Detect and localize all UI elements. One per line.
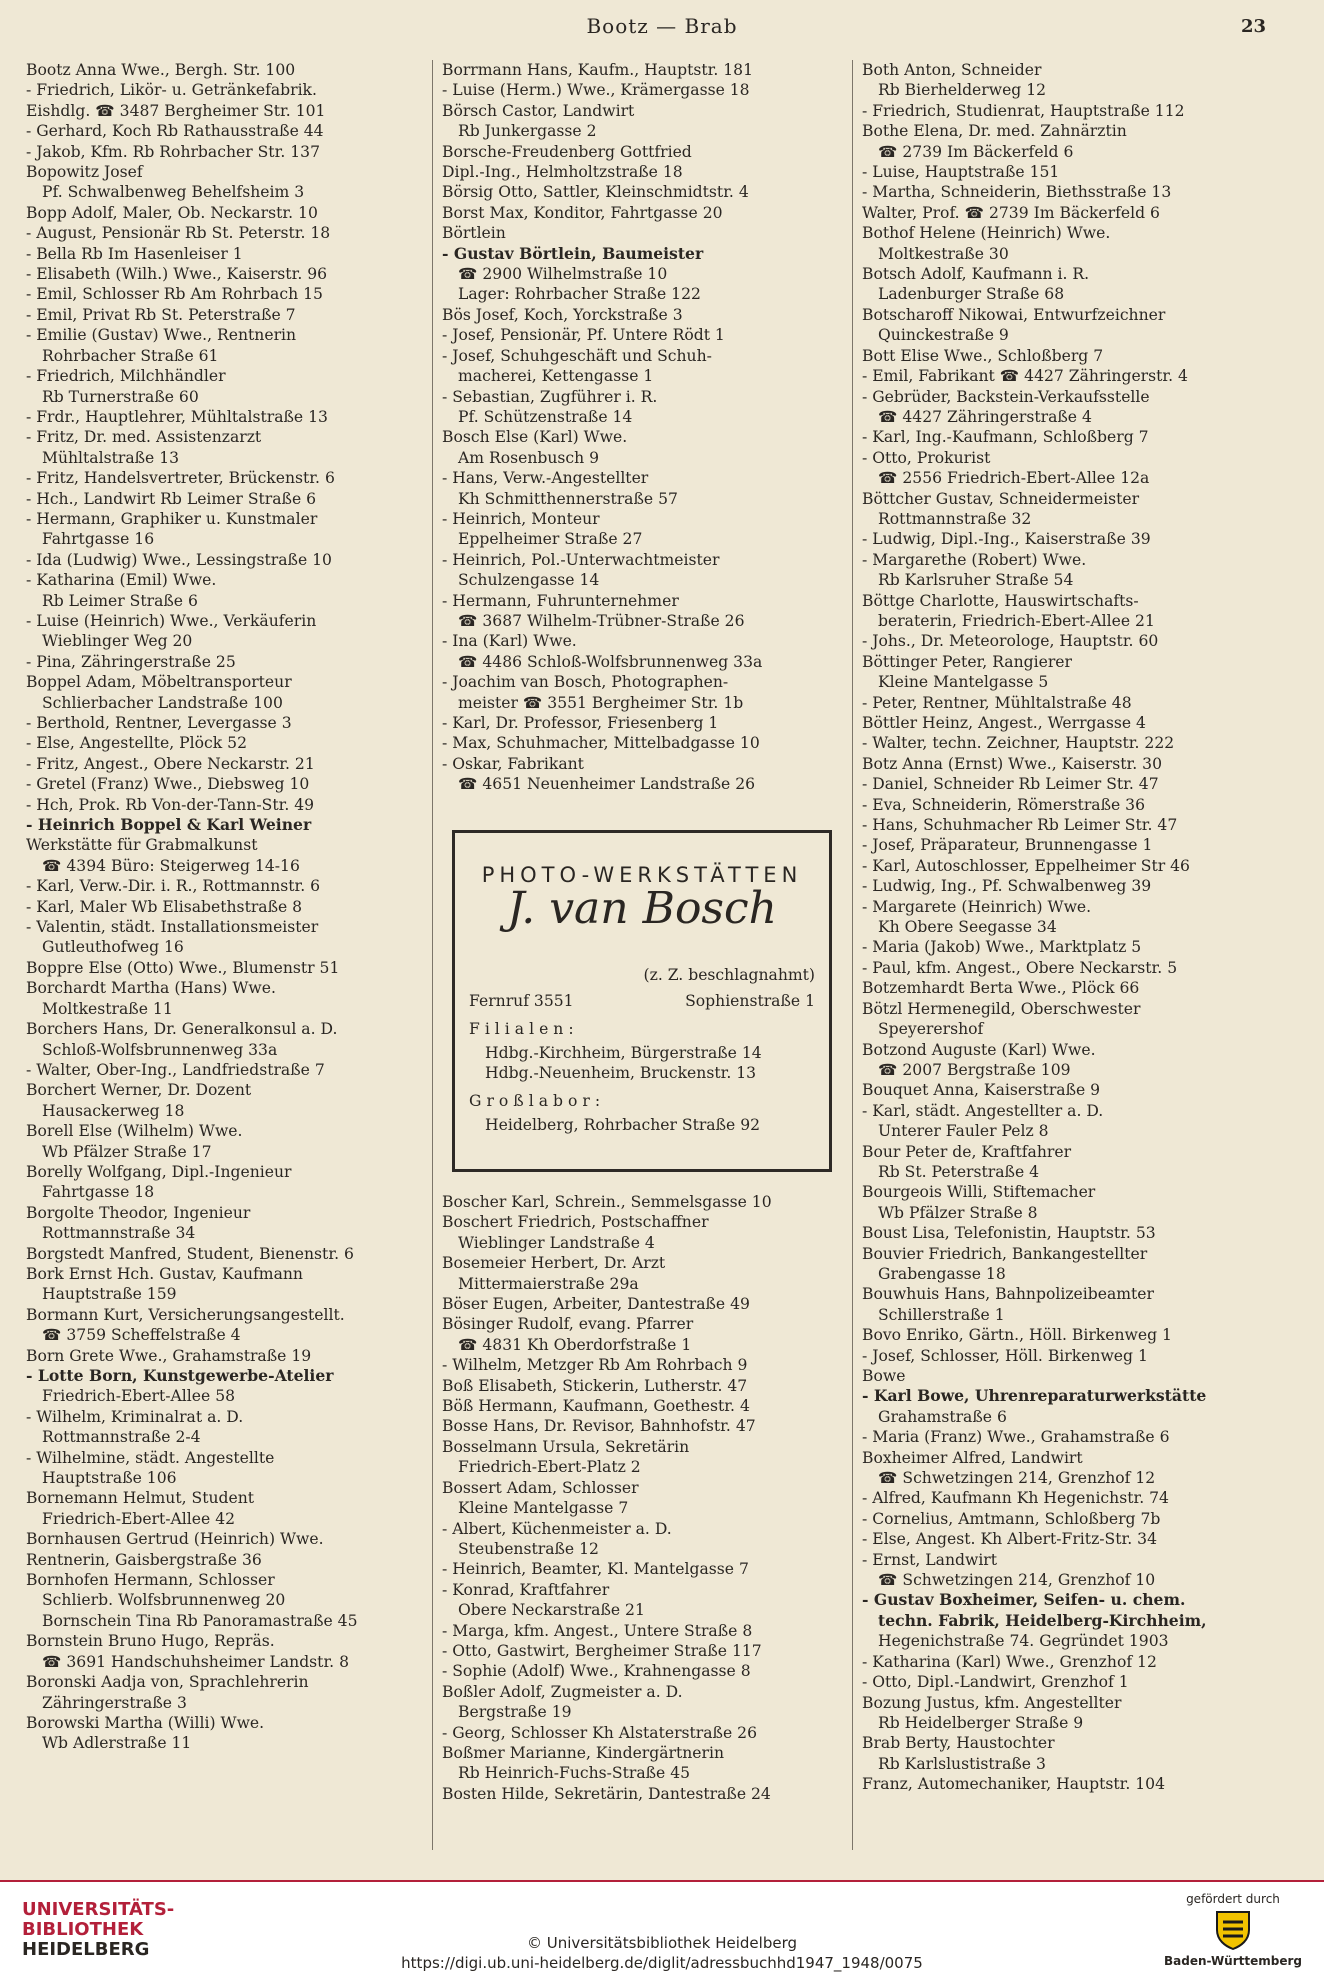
- directory-entry-line: ☎ 4831 Kh Oberdorfstraße 1: [458, 1335, 692, 1354]
- directory-entry-line: - Karl, Maler Wb Elisabethstraße 8: [26, 897, 303, 916]
- directory-entry-line: Bouwhuis Hans, Bahnpolizeibeamter: [862, 1285, 1154, 1304]
- page-title: Bootz — Brab: [586, 14, 738, 38]
- directory-entry-line: Bösinger Rudolf, evang. Pfarrer: [442, 1315, 694, 1334]
- directory-entry-line: Kleine Mantelgasse 5: [878, 673, 1049, 692]
- permalink-url[interactable]: https://digi.ub.uni-heidelberg.de/diglit/adressbuchhd1947_1948/0075: [401, 1954, 923, 1972]
- directory-entry-line: - Hermann, Graphiker u. Kunstmaler: [26, 509, 318, 528]
- directory-entry-line: Rottmannstraße 32: [878, 509, 1032, 528]
- directory-entry-line: Walter, Prof. ☎ 2739 Im Bäckerfeld 6: [862, 203, 1160, 222]
- directory-entry-line: - Friedrich, Likör- u. Getränkefabrik.: [26, 81, 317, 100]
- directory-entry-line: Speyerershof: [878, 1020, 984, 1039]
- directory-entry-line: - Karl, Dr. Professor, Friesenberg 1: [442, 714, 719, 732]
- directory-entry-line: - Fritz, Handelsvertreter, Brückenstr. 6: [26, 469, 335, 488]
- directory-entry-line: Schlierbacher Landstraße 100: [42, 693, 283, 712]
- directory-entry-line: Borgolte Theodor, Ingenieur: [26, 1203, 251, 1222]
- directory-entry-line: Bornhofen Hermann, Schlosser: [26, 1571, 275, 1590]
- ad-branch-2: Hdbg.-Neuenheim, Bruckenstr. 13: [485, 1064, 757, 1082]
- directory-entry-line: Boxheimer Alfred, Landwirt: [862, 1448, 1083, 1467]
- directory-entry-line: Bosten Hilde, Sekretärin, Dantestraße 24: [442, 1784, 771, 1803]
- ad-address: Sophienstraße 1: [685, 992, 815, 1010]
- directory-entry-line: Zähringerstraße 3: [42, 1693, 187, 1712]
- directory-entry-line: - Karl, Verw.-Dir. i. R., Rottmannstr. 6: [26, 877, 321, 896]
- directory-entry-line: - Karl Bowe, Uhrenreparaturwerkstätte: [862, 1386, 1207, 1406]
- directory-entry-line: Bosemeier Herbert, Dr. Arzt: [442, 1254, 666, 1273]
- directory-entry-line: Boronski Aadja von, Sprachlehrerin: [26, 1673, 309, 1692]
- directory-entry-line: Rb St. Peterstraße 4: [878, 1162, 1040, 1181]
- directory-entry-line: Borrmann Hans, Kaufm., Hauptstr. 181: [442, 61, 754, 79]
- directory-entry-line: Bornschein Tina Rb Panoramastraße 45: [42, 1611, 358, 1630]
- directory-entry-line: - Josef, Schlosser, Höll. Birkenweg 1: [862, 1346, 1148, 1365]
- directory-entry-line: - Sophie (Adolf) Wwe., Krahnengasse 8: [442, 1662, 751, 1681]
- ad-lab-label: Großlabor:: [469, 1092, 606, 1110]
- directory-entry-line: - Oskar, Fabrikant: [442, 754, 584, 773]
- directory-entry-line: - Maria (Franz) Wwe., Grahamstraße 6: [862, 1428, 1170, 1447]
- directory-entry-line: Botzond Auguste (Karl) Wwe.: [862, 1040, 1096, 1059]
- directory-entry-line: - Heinrich Boppel & Karl Weiner: [26, 815, 312, 835]
- directory-entry-line: - Maria (Jakob) Wwe., Marktplatz 5: [862, 938, 1142, 957]
- directory-entry-line: - Else, Angest. Kh Albert-Fritz-Str. 34: [862, 1530, 1157, 1549]
- directory-entry-line: Börtlein: [442, 224, 506, 243]
- directory-entry-line: Botscharoff Nikowai, Entwurfzeichner: [862, 305, 1166, 324]
- directory-entry-line: Rottmannstraße 2-4: [42, 1428, 201, 1447]
- directory-entry-line: - Lotte Born, Kunstgewerbe-Atelier: [26, 1366, 334, 1385]
- funded-by-label: gefördert durch: [1186, 1892, 1280, 1906]
- directory-entry-line: ☎ 3691 Handschuhsheimer Landstr. 8: [42, 1652, 350, 1671]
- directory-entry-line: Rb Karlslustistraße 3: [878, 1754, 1046, 1773]
- directory-entry-line: - Gustav Boxheimer, Seifen- u. chem.: [862, 1590, 1186, 1610]
- directory-entry-line: Eppelheimer Straße 27: [458, 530, 643, 549]
- directory-entry-line: Boß Elisabeth, Stickerin, Lutherstr. 47: [442, 1376, 748, 1395]
- directory-entry-line: Bornstein Bruno Hugo, Repräs.: [26, 1632, 275, 1651]
- directory-column-1: [26, 60, 438, 1754]
- directory-entry-line: Schloß-Wolfsbrunnenweg 33a: [42, 1040, 278, 1059]
- directory-entry-line: Börsch Castor, Landwirt: [442, 101, 635, 120]
- directory-entry-line: - Emil, Privat Rb St. Peterstraße 7: [26, 305, 296, 324]
- directory-entry-line: Eishdlg. ☎ 3487 Bergheimer Str. 101: [26, 101, 326, 120]
- directory-entry-line: Boppel Adam, Möbeltransporteur: [26, 673, 292, 692]
- directory-entry-line: - Jakob, Kfm. Rb Rohrbacher Str. 137: [26, 142, 320, 161]
- directory-entry-line: - Joachim van Bosch, Photographen-: [442, 673, 729, 692]
- directory-entry-line: Pf. Schützenstraße 14: [458, 407, 633, 426]
- directory-entry-line: - Walter, techn. Zeichner, Hauptstr. 222: [862, 734, 1175, 753]
- directory-entry-line: Borchers Hans, Dr. Generalkonsul a. D.: [26, 1020, 338, 1039]
- directory-entry-line: - Paul, kfm. Angest., Obere Neckarstr. 5: [862, 958, 1178, 977]
- directory-entry-line: Böser Eugen, Arbeiter, Dantestraße 49: [442, 1295, 750, 1314]
- directory-entry-line: ☎ 4427 Zähringerstraße 4: [878, 407, 1092, 426]
- directory-entry-line: Rentnerin, Gaisbergstraße 36: [26, 1550, 262, 1569]
- directory-column-3: [862, 60, 1274, 1795]
- directory-entry-line: Kh Schmitthennerstraße 57: [458, 489, 678, 508]
- directory-entry-line: Lager: Rohrbacher Straße 122: [458, 285, 701, 304]
- directory-entry-line: Hegenichstraße 74. Gegründet 1903: [878, 1632, 1169, 1651]
- directory-entry-line: Bothof Helene (Heinrich) Wwe.: [862, 224, 1111, 243]
- directory-entry-line: - Heinrich, Pol.-Unterwachtmeister: [442, 550, 720, 569]
- directory-entry-line: - Josef, Pensionär, Pf. Untere Rödt 1: [442, 326, 725, 345]
- directory-entry-line: Bötzl Hermenegild, Oberschwester: [862, 999, 1141, 1018]
- directory-entry-line: - Friedrich, Studienrat, Hauptstraße 112: [862, 101, 1185, 120]
- directory-entry-line: - Karl, Autoschlosser, Eppelheimer Str 46: [862, 856, 1190, 875]
- coat-of-arms-icon: [1215, 1910, 1251, 1950]
- directory-entry-line: Börsig Otto, Sattler, Kleinschmidtstr. 4: [442, 183, 749, 202]
- directory-entry-line: - Walter, Ober-Ing., Landfriedstraße 7: [26, 1060, 325, 1079]
- directory-entry-line: - Margarete (Heinrich) Wwe.: [862, 897, 1092, 916]
- directory-entry-line: Wieblinger Landstraße 4: [458, 1233, 655, 1252]
- library-name-line-3: HEIDELBERG: [22, 1939, 150, 1960]
- directory-entry-line: Friedrich-Ebert-Allee 58: [42, 1387, 236, 1406]
- directory-entry-line: - Emil, Fabrikant ☎ 4427 Zähringerstr. 4: [862, 367, 1188, 386]
- directory-entry-line: ☎ 3759 Scheffelstraße 4: [42, 1326, 241, 1345]
- directory-entry-line: - Konrad, Kraftfahrer: [442, 1580, 610, 1599]
- directory-entry-line: Bornemann Helmut, Student: [26, 1489, 255, 1508]
- directory-entry-line: - Margarethe (Robert) Wwe.: [862, 550, 1087, 569]
- directory-entry-line: Borowski Martha (Willi) Wwe.: [26, 1713, 265, 1732]
- directory-entry-line: Dipl.-Ing., Helmholtzstraße 18: [442, 163, 683, 182]
- directory-entry-line: beraterin, Friedrich-Ebert-Allee 21: [878, 611, 1155, 630]
- directory-entry-line: Boscher Karl, Schrein., Semmelsgasse 10: [442, 1193, 772, 1211]
- directory-entry-line: - Johs., Dr. Meteorologe, Hauptstr. 60: [862, 632, 1159, 651]
- directory-entry-line: Hausackerweg 18: [42, 1101, 185, 1120]
- directory-entry-line: Botz Anna (Ernst) Wwe., Kaiserstr. 30: [862, 754, 1163, 773]
- directory-entry-line: - Hermann, Fuhrunternehmer: [442, 591, 679, 610]
- ad-company-name: J. van Bosch: [507, 883, 777, 934]
- directory-entry-line: - Alfred, Kaufmann Kh Hegenichstr. 74: [862, 1489, 1169, 1508]
- directory-entry-line: Kh Obere Seegasse 34: [878, 918, 1057, 937]
- directory-entry-line: Rb Heidelberger Straße 9: [878, 1713, 1084, 1732]
- directory-entry-line: Mühltalstraße 13: [42, 448, 180, 467]
- directory-entry-line: Rb Bierhelderweg 12: [878, 81, 1047, 100]
- directory-entry-line: - Josef, Präparateur, Brunnengasse 1: [862, 836, 1153, 855]
- ad-note: (z. Z. beschlagnahmt): [643, 966, 815, 984]
- directory-entry-line: - Luise (Herm.) Wwe., Krämergasse 18: [442, 81, 750, 100]
- directory-entry-line: ☎ 4394 Büro: Steigerweg 14-16: [42, 856, 300, 875]
- directory-entry-line: - Gebrüder, Backstein-Verkaufsstelle: [862, 387, 1150, 406]
- directory-entry-line: Borell Else (Wilhelm) Wwe.: [26, 1122, 243, 1141]
- directory-entry-line: - Peter, Rentner, Mühltalstraße 48: [862, 693, 1132, 712]
- directory-entry-line: - Josef, Schuhgeschäft und Schuh-: [442, 346, 712, 365]
- directory-entry-line: ☎ 2007 Bergstraße 109: [878, 1060, 1071, 1079]
- directory-entry-line: Wb Adlerstraße 11: [42, 1734, 192, 1753]
- directory-entry-line: - Otto, Prokurist: [862, 448, 991, 467]
- directory-entry-line: - Ida (Ludwig) Wwe., Lessingstraße 10: [26, 550, 332, 569]
- directory-entry-line: Böttinger Peter, Rangierer: [862, 652, 1072, 671]
- directory-entry-line: - Katharina (Emil) Wwe.: [26, 571, 217, 590]
- directory-entry-line: Fahrtgasse 18: [42, 1183, 155, 1202]
- directory-entry-line: - Fritz, Angest., Obere Neckarstr. 21: [26, 754, 315, 773]
- directory-entry-line: Boßler Adolf, Zugmeister a. D.: [442, 1682, 683, 1701]
- directory-entry-line: - Eva, Schneiderin, Römerstraße 36: [862, 795, 1146, 814]
- directory-entry-line: Werkstätte für Grabmalkunst: [26, 836, 258, 855]
- directory-entry-line: - Heinrich, Beamter, Kl. Mantelgasse 7: [442, 1560, 749, 1579]
- directory-entry-line: Botsch Adolf, Kaufmann i. R.: [862, 265, 1090, 284]
- directory-entry-line: Bott Elise Wwe., Schloßberg 7: [862, 346, 1104, 365]
- directory-entry-line: - Hch., Landwirt Rb Leimer Straße 6: [26, 489, 317, 508]
- directory-entry-line: - Emil, Schlosser Rb Am Rohrbach 15: [26, 285, 323, 304]
- directory-entry-line: Schlierb. Wolfsbrunnenweg 20: [42, 1591, 286, 1610]
- directory-entry-line: - Luise, Hauptstraße 151: [862, 163, 1060, 182]
- library-name-line-1: UNIVERSITÄTS-: [22, 1899, 175, 1920]
- directory-entry-line: - Gretel (Franz) Wwe., Diebsweg 10: [26, 775, 310, 794]
- directory-entry-line: - Pina, Zähringerstraße 25: [26, 652, 236, 671]
- directory-entry-line: - Luise (Heinrich) Wwe., Verkäuferin: [26, 611, 317, 630]
- directory-entry-line: Böttge Charlotte, Hauswirtschafts-: [862, 591, 1139, 610]
- directory-entry-line: Boust Lisa, Telefonistin, Hauptstr. 53: [862, 1224, 1156, 1243]
- directory-entry-line: - Sebastian, Zugführer i. R.: [442, 387, 658, 406]
- directory-entry-line: Hauptstraße 106: [42, 1469, 177, 1488]
- directory-entry-line: Moltkestraße 30: [878, 244, 1009, 263]
- directory-entry-line: - Cornelius, Amtmann, Schloßberg 7b: [862, 1509, 1161, 1528]
- directory-entry-line: Born Grete Wwe., Grahamstraße 19: [26, 1346, 312, 1365]
- directory-entry-line: Hauptstraße 159: [42, 1285, 177, 1304]
- directory-entry-line: Bormann Kurt, Versicherungsangestellt.: [26, 1305, 345, 1324]
- directory-entry-line: - Hch, Prok. Rb Von-der-Tann-Str. 49: [26, 795, 315, 814]
- directory-entry-line: Boßmer Marianne, Kindergärtnerin: [442, 1743, 725, 1762]
- directory-entry-line: Bös Josef, Koch, Yorckstraße 3: [442, 305, 683, 324]
- page-number: 23: [1240, 16, 1266, 37]
- ad-branches-label: Filialen:: [469, 1020, 579, 1038]
- ad-lab-address: Heidelberg, Rohrbacher Straße 92: [485, 1116, 761, 1134]
- directory-entry-line: - Hans, Verw.-Angestellter: [442, 469, 649, 488]
- directory-entry-line: Obere Neckarstraße 21: [458, 1601, 645, 1620]
- directory-entry-line: - Daniel, Schneider Rb Leimer Str. 47: [862, 775, 1159, 794]
- directory-entry-line: Bosse Hans, Dr. Revisor, Bahnhofstr. 47: [442, 1417, 756, 1436]
- directory-entry-line: Steubenstraße 12: [458, 1539, 599, 1558]
- directory-entry-line: Böttler Heinz, Angest., Werrgasse 4: [862, 714, 1146, 732]
- directory-entry-line: Schillerstraße 1: [878, 1305, 1005, 1324]
- directory-entry-line: Friedrich-Ebert-Allee 42: [42, 1509, 236, 1528]
- directory-entry-line: - Fritz, Dr. med. Assistenzarzt: [26, 428, 262, 447]
- directory-entry-line: Borgstedt Manfred, Student, Bienenstr. 6: [26, 1244, 354, 1263]
- directory-entry-line: Pf. Schwalbenweg Behelfsheim 3: [42, 183, 305, 202]
- directory-entry-line: Quinckestraße 9: [878, 326, 1009, 345]
- directory-entry-line: Grabengasse 18: [878, 1264, 1006, 1283]
- directory-entry-line: Rb Leimer Straße 6: [42, 591, 198, 610]
- directory-entry-line: - Valentin, städt. Installationsmeister: [26, 918, 319, 937]
- directory-entry-line: - Otto, Gastwirt, Bergheimer Straße 117: [442, 1641, 762, 1660]
- directory-entry-line: Wb Pfälzer Straße 8: [878, 1203, 1038, 1222]
- directory-entry-line: Franz, Automechaniker, Hauptstr. 104: [862, 1775, 1166, 1794]
- directory-entry-line: - Frdr., Hauptlehrer, Mühltalstraße 13: [26, 407, 328, 426]
- page-header: [0, 10, 1324, 40]
- directory-entry-line: Borelly Wolfgang, Dipl.-Ingenieur: [26, 1162, 292, 1181]
- directory-entry-line: - Berthold, Rentner, Levergasse 3: [26, 714, 292, 732]
- directory-entry-line: Rb Karlsruher Straße 54: [878, 571, 1074, 590]
- directory-entry-line: Bouquet Anna, Kaiserstraße 9: [862, 1081, 1101, 1100]
- directory-entry-line: Bootz Anna Wwe., Bergh. Str. 100: [26, 61, 296, 79]
- directory-entry-line: ☎ 4651 Neuenheimer Landstraße 26: [458, 775, 756, 794]
- directory-entry-line: - Albert, Küchenmeister a. D.: [442, 1519, 672, 1538]
- directory-entry-line: Fahrtgasse 16: [42, 530, 155, 549]
- directory-entry-line: Schulzengasse 14: [458, 571, 600, 590]
- directory-entry-line: ☎ Schwetzingen 214, Grenzhof 10: [878, 1571, 1156, 1590]
- library-name-line-2: BIBLIOTHEK: [22, 1919, 144, 1940]
- directory-entry-line: Bopowitz Josef: [26, 163, 143, 182]
- directory-entry-line: Botzemhardt Berta Wwe., Plöck 66: [862, 979, 1140, 998]
- directory-entry-line: Bourgeois Willi, Stiftemacher: [862, 1183, 1096, 1202]
- directory-column-2: [442, 60, 854, 795]
- directory-entry-line: - Karl, Ing.-Kaufmann, Schloßberg 7: [862, 428, 1149, 447]
- directory-entry-line: - Else, Angestellte, Plöck 52: [26, 734, 247, 753]
- directory-entry-line: - Wilhelmine, städt. Angestellte: [26, 1448, 275, 1467]
- directory-entry-line: Bossert Adam, Schlosser: [442, 1478, 639, 1497]
- directory-entry-line: Borsche-Freudenberg Gottfried: [442, 142, 692, 161]
- directory-entry-line: Borst Max, Konditor, Fahrtgasse 20: [442, 203, 723, 222]
- directory-entry-line: Bozung Justus, kfm. Angestellter: [862, 1693, 1122, 1712]
- funding-badge: [1164, 1892, 1302, 1968]
- directory-entry-line: Bergstraße 19: [458, 1703, 572, 1722]
- directory-entry-line: Wieblinger Weg 20: [42, 632, 193, 651]
- directory-entry-line: Gutleuthofweg 16: [42, 938, 184, 957]
- directory-entry-line: Bowe: [862, 1367, 906, 1385]
- directory-entry-line: - Martha, Schneiderin, Biethsstraße 13: [862, 183, 1172, 202]
- directory-entry-line: Am Rosenbusch 9: [458, 448, 600, 467]
- directory-entry-line: - Karl, städt. Angestellter a. D.: [862, 1101, 1104, 1120]
- directory-entry-line: ☎ 4486 Schloß-Wolfsbrunnenweg 33a: [458, 652, 763, 671]
- directory-entry-line: - Ludwig, Ing., Pf. Schwalbenweg 39: [862, 877, 1152, 896]
- state-name: Baden-Württemberg: [1163, 1954, 1302, 1968]
- directory-entry-line: - Friedrich, Milchhändler: [26, 367, 226, 386]
- footer: [0, 1880, 1324, 1979]
- footer-divider: [0, 1880, 1324, 1882]
- directory-entry-line: ☎ 2556 Friedrich-Ebert-Allee 12a: [878, 469, 1150, 488]
- directory-column-2-top: [442, 60, 854, 795]
- directory-entry-line: Bornhausen Gertrud (Heinrich) Wwe.: [26, 1530, 324, 1549]
- directory-entry-line: Bopp Adolf, Maler, Ob. Neckarstr. 10: [26, 203, 318, 222]
- directory-entry-line: Grahamstraße 6: [878, 1407, 1007, 1426]
- directory-entry-line: Boppre Else (Otto) Wwe., Blumenstr 51: [26, 958, 340, 977]
- directory-entry-line: Rb Heinrich-Fuchs-Straße 45: [458, 1764, 691, 1783]
- photo-workshop-advertisement: [452, 830, 832, 1172]
- directory-entry-line: Mittermaierstraße 29a: [458, 1274, 639, 1293]
- directory-entry-line: - Ernst, Landwirt: [862, 1550, 998, 1569]
- directory-entry-line: - Heinrich, Monteur: [442, 509, 600, 528]
- directory-entry-line: Bovo Enriko, Gärtn., Höll. Birkenweg 1: [862, 1326, 1172, 1345]
- directory-entry-line: ☎ 2900 Wilhelmstraße 10: [458, 265, 668, 284]
- directory-entry-line: - Wilhelm, Metzger Rb Am Rohrbach 9: [442, 1356, 748, 1375]
- directory-entry-line: - Otto, Dipl.-Landwirt, Grenzhof 1: [862, 1673, 1129, 1692]
- directory-entry-line: Both Anton, Schneider: [862, 61, 1042, 79]
- directory-entry-line: - Elisabeth (Wilh.) Wwe., Kaiserstr. 96: [26, 265, 328, 284]
- ad-title: PHOTO-WERKSTÄTTEN: [481, 863, 803, 887]
- directory-entry-line: macherei, Kettengasse 1: [458, 367, 654, 386]
- directory-entry-line: Rb Junkergasse 2: [458, 122, 597, 141]
- directory-entry-line: - Gerhard, Koch Rb Rathausstraße 44: [26, 122, 324, 141]
- directory-entry-line: Rb Turnerstraße 60: [42, 387, 199, 406]
- directory-entry-line: Bothe Elena, Dr. med. Zahnärztin: [862, 122, 1127, 141]
- directory-entry-line: - August, Pensionär Rb St. Peterstr. 18: [26, 224, 331, 243]
- directory-entry-line: ☎ 3687 Wilhelm-Trübner-Straße 26: [458, 611, 745, 630]
- directory-entry-line: Böttcher Gustav, Schneidermeister: [862, 489, 1140, 508]
- directory-entry-line: Kleine Mantelgasse 7: [458, 1499, 629, 1518]
- directory-entry-line: Bouvier Friedrich, Bankangestellter: [862, 1244, 1148, 1263]
- directory-entry-line: Brab Berty, Haustochter: [862, 1734, 1055, 1753]
- directory-entry-line: Unterer Fauler Pelz 8: [878, 1122, 1049, 1141]
- directory-entry-line: - Gustav Börtlein, Baumeister: [442, 243, 704, 263]
- directory-entry-line: ☎ 2739 Im Bäckerfeld 6: [878, 142, 1074, 161]
- directory-entry-line: Bour Peter de, Kraftfahrer: [862, 1142, 1072, 1161]
- directory-entry-line: Borchert Werner, Dr. Dozent: [26, 1081, 252, 1100]
- directory-entry-line: - Ina (Karl) Wwe.: [442, 632, 577, 651]
- directory-entry-line: meister ☎ 3551 Bergheimer Str. 1b: [458, 693, 744, 712]
- directory-entry-line: techn. Fabrik, Heidelberg-Kirchheim,: [878, 1610, 1207, 1630]
- directory-entry-line: Wb Pfälzer Straße 17: [42, 1142, 212, 1161]
- directory-entry-line: Ladenburger Straße 68: [878, 285, 1065, 304]
- directory-entry-line: - Wilhelm, Kriminalrat a. D.: [26, 1407, 244, 1426]
- directory-entry-line: Rohrbacher Straße 61: [42, 346, 219, 365]
- directory-entry-line: - Ludwig, Dipl.-Ing., Kaiserstraße 39: [862, 530, 1151, 549]
- directory-entry-line: Bosch Else (Karl) Wwe.: [442, 428, 628, 447]
- directory-entry-line: Bosselmann Ursula, Sekretärin: [442, 1437, 690, 1456]
- directory-entry-line: - Bella Rb Im Hasenleiser 1: [26, 244, 243, 263]
- ad-branch-1: Hdbg.-Kirchheim, Bürgerstraße 14: [485, 1044, 762, 1062]
- directory-entry-line: - Max, Schuhmacher, Mittelbadgasse 10: [442, 734, 760, 753]
- directory-entry-line: Rottmannstraße 34: [42, 1224, 196, 1243]
- copyright-notice: © Universitätsbibliothek Heidelberg: [526, 1934, 797, 1952]
- directory-entry-line: Boschert Friedrich, Postschaffner: [442, 1213, 709, 1232]
- directory-entry-line: Böß Hermann, Kaufmann, Goethestr. 4: [442, 1397, 750, 1416]
- directory-entry-line: - Emilie (Gustav) Wwe., Rentnerin: [26, 326, 297, 345]
- directory-entry-line: - Katharina (Karl) Wwe., Grenzhof 12: [862, 1652, 1157, 1671]
- directory-entry-line: Friedrich-Ebert-Platz 2: [458, 1458, 641, 1477]
- directory-entry-line: - Hans, Schuhmacher Rb Leimer Str. 47: [862, 816, 1178, 835]
- directory-entry-line: ☎ Schwetzingen 214, Grenzhof 12: [878, 1469, 1156, 1488]
- directory-entry-line: - Marga, kfm. Angest., Untere Straße 8: [442, 1621, 753, 1640]
- ad-phone: Fernruf 3551: [469, 992, 574, 1010]
- directory-entry-line: - Georg, Schlosser Kh Alstaterstraße 26: [442, 1723, 758, 1742]
- directory-entry-line: Borchardt Martha (Hans) Wwe.: [26, 979, 276, 998]
- directory-column-2-bottom: [442, 1192, 854, 1804]
- directory-entry-line: Moltkestraße 11: [42, 999, 173, 1018]
- directory-entry-line: Bork Ernst Hch. Gustav, Kaufmann: [26, 1264, 303, 1283]
